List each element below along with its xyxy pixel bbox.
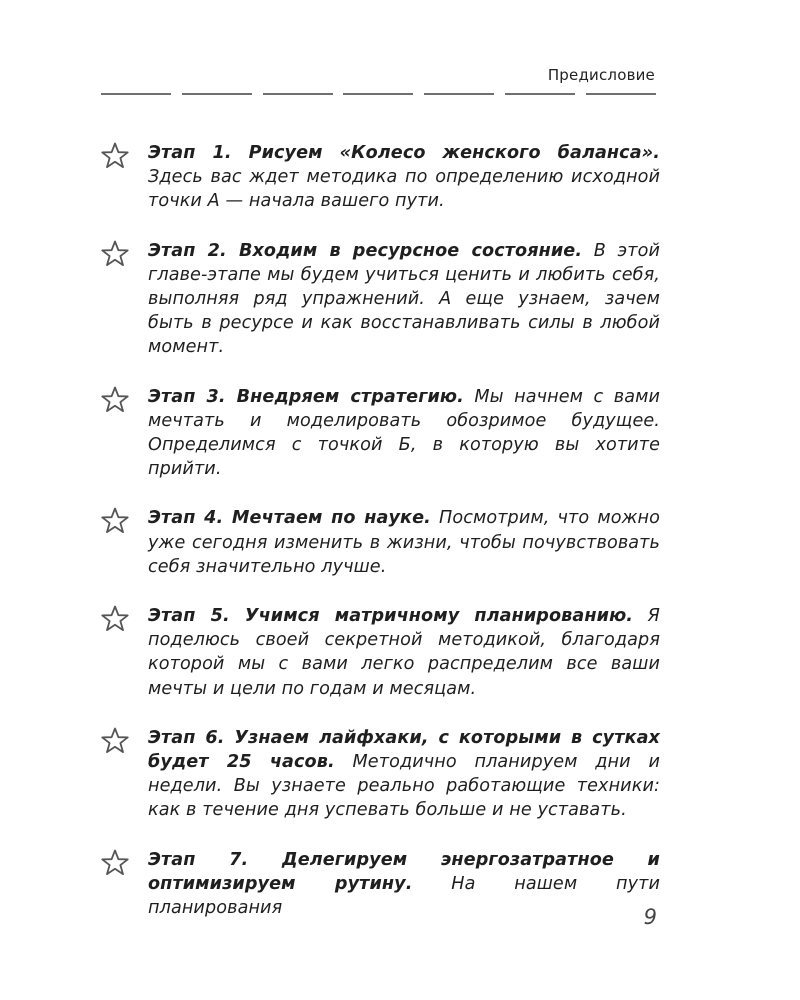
stage-description: Мы начнем с вами мечтать и моделировать обозримое будущее. Определимся с точкой Б, в которую вы хотите прийти. bbox=[148, 386, 660, 480]
stage-title: Этап 6. Узнаем лайфхаки, с которыми в сутках будет 25 часов. bbox=[148, 727, 660, 773]
star-outline-icon bbox=[100, 726, 130, 756]
header-rule-dash bbox=[101, 93, 171, 95]
list-item bbox=[100, 141, 660, 214]
list-item bbox=[100, 848, 660, 921]
list-item bbox=[100, 726, 660, 823]
stage-title: Этап 1. Рисуем «Колесо женского баланса». bbox=[148, 143, 660, 163]
stage-description: Здесь вас ждет методика по определению исходной точки А — начала вашего пути. bbox=[148, 167, 660, 212]
stage-text bbox=[148, 726, 660, 823]
stage-description: Я поделюсь своей секретной методикой, благодаря которой мы с вами легко распределим все ваши мечты и цели по годам и месяцам. bbox=[148, 606, 660, 699]
star-outline-icon bbox=[100, 239, 130, 269]
stage-description: Методично планируем дни и недели. Вы узнаете реально работающие техники: как в течение дня успевать больше и не уставать. bbox=[148, 752, 660, 821]
header-rule bbox=[101, 93, 656, 96]
header-rule-dash bbox=[263, 93, 333, 95]
star-outline-icon bbox=[100, 848, 130, 878]
stage-text bbox=[148, 604, 660, 701]
stage-description: Посмотрим, что можно уже сегодня изменить в жизни, чтобы почувствовать себя значительно лучше. bbox=[148, 508, 660, 577]
stage-text bbox=[148, 506, 660, 579]
stage-title: Этап 5. Учимся матричному планированию. bbox=[148, 606, 634, 627]
page-number: 9 bbox=[643, 905, 657, 929]
list-item bbox=[100, 604, 660, 701]
stage-description: В этой главе-этапе мы будем учиться ценить и любить себя, выполняя ряд упражнений. А еще узнаем, зачем быть в ресурсе и как восстанавливать силы в любой момент. bbox=[148, 240, 660, 358]
stage-title: Этап 2. Входим в ресурсное состояние. bbox=[148, 240, 583, 261]
star-outline-icon bbox=[100, 385, 130, 415]
list-item bbox=[100, 385, 660, 482]
stage-list bbox=[100, 141, 660, 945]
star-outline-icon bbox=[100, 506, 130, 536]
star-outline-icon bbox=[100, 141, 130, 171]
header-rule-dash bbox=[424, 93, 494, 95]
stage-text bbox=[148, 239, 660, 360]
stage-text bbox=[148, 848, 660, 921]
stage-title: Этап 4. Мечтаем по науке. bbox=[148, 508, 431, 529]
stage-text bbox=[148, 141, 660, 214]
list-item bbox=[100, 506, 660, 579]
star-outline-icon bbox=[100, 604, 130, 634]
stage-title: Этап 3. Внедряем стратегию. bbox=[148, 386, 464, 407]
header-rule-dash bbox=[586, 93, 656, 95]
header-rule-dash bbox=[182, 93, 252, 95]
header-rule-dash bbox=[343, 93, 413, 95]
list-item bbox=[100, 239, 660, 360]
running-header: Предисловие bbox=[547, 66, 655, 84]
stage-text bbox=[148, 385, 660, 482]
header-rule-dash bbox=[505, 93, 575, 95]
stage-description: На нашем пути планирования bbox=[148, 873, 660, 919]
stage-title: Этап 7. Делегируем энергозатратное и оптимизируем рутину. bbox=[148, 849, 660, 894]
